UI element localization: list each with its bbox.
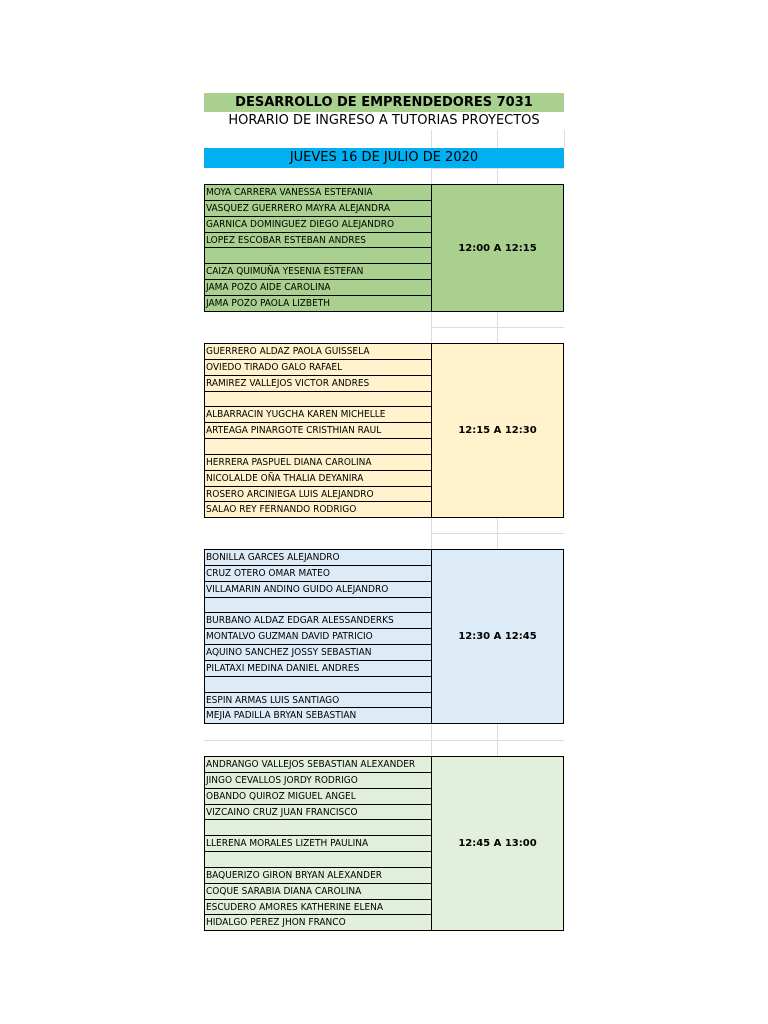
student-row: VASQUEZ GUERRERO MAYRA ALEJANDRA [205, 201, 431, 217]
time-slot-block [204, 184, 564, 312]
document-title: DESARROLLO DE EMPRENDEDORES 7031 [204, 93, 564, 112]
student-row: HERRERA PASPUEL DIANA CAROLINA [205, 455, 431, 471]
student-row [205, 677, 431, 693]
student-row: BONILLA GARCES ALEJANDRO [205, 550, 431, 566]
time-slot-block [204, 756, 564, 931]
gridline [564, 130, 565, 148]
student-list [205, 757, 432, 930]
student-row: GARNICA DOMINGUEZ DIEGO ALEJANDRO [205, 217, 431, 233]
gridline [204, 740, 564, 741]
student-list [205, 185, 432, 311]
gridline [431, 168, 564, 169]
document-subtitle: HORARIO DE INGRESO A TUTORIAS PROYECTOS [228, 113, 540, 128]
student-row: GUERRERO ALDAZ PAOLA GUISSELA [205, 344, 431, 360]
student-row: SALAO REY FERNANDO RODRIGO [206, 504, 357, 516]
student-list [205, 550, 432, 723]
student-row: MONTALVO GUZMAN DAVID PATRICIO [205, 629, 431, 645]
time-slot-block [204, 343, 564, 518]
date-banner: JUEVES 16 DE JULIO DE 2020 [204, 148, 564, 168]
student-row [205, 820, 431, 836]
student-row: MEJIA PADILLA BRYAN SEBASTIAN [206, 710, 357, 722]
student-row: PILATAXI MEDINA DANIEL ANDRES [205, 661, 431, 677]
gridline [431, 533, 564, 534]
student-row: LOPEZ ESCOBAR ESTEBAN ANDRES [205, 233, 431, 249]
student-row: JAMA POZO PAOLA LIZBETH [206, 297, 331, 309]
student-row: ROSERO ARCINIEGA LUIS ALEJANDRO [205, 487, 431, 503]
student-row: LLERENA MORALES LIZETH PAULINA [205, 836, 431, 852]
student-row: MOYA CARRERA VANESSA ESTEFANIA [205, 185, 431, 201]
student-row: JAMA POZO AIDE CAROLINA [205, 280, 431, 296]
student-row [205, 392, 431, 408]
student-row: AQUINO SANCHEZ JOSSY SEBASTIAN [205, 645, 431, 661]
student-row: CAIZA QUIMUÑA YESENIA ESTEFAN [205, 264, 431, 280]
student-row: ANDRANGO VALLEJOS SEBASTIAN ALEXANDER [205, 757, 431, 773]
student-row: ESPIN ARMAS LUIS SANTIAGO [205, 693, 431, 709]
student-row: CRUZ OTERO OMAR MATEO [205, 566, 431, 582]
gridline [431, 327, 564, 328]
time-slot-label: 12:45 A 13:00 [458, 838, 537, 849]
student-row: RAMIREZ VALLEJOS VICTOR ANDRES [205, 376, 431, 392]
student-row: OBANDO QUIROZ MIGUEL ANGEL [205, 789, 431, 805]
student-row: ESCUDERO AMORES KATHERINE ELENA [205, 900, 431, 916]
time-slot-label: 12:30 A 12:45 [458, 631, 537, 642]
student-row [205, 248, 431, 264]
student-row: HIDALGO PEREZ JHON FRANCO [206, 917, 346, 929]
student-row: ARTEAGA PINARGOTE CRISTHIAN RAUL [205, 423, 431, 439]
student-row: COQUE SARABIA DIANA CAROLINA [205, 884, 431, 900]
student-row: VILLAMARIN ANDINO GUIDO ALEJANDRO [205, 582, 431, 598]
student-row: BAQUERIZO GIRON BRYAN ALEXANDER [205, 868, 431, 884]
student-row [205, 852, 431, 868]
student-row: ALBARRACIN YUGCHA KAREN MICHELLE [205, 407, 431, 423]
student-row [205, 598, 431, 614]
student-row: NICOLALDE OÑA THALIA DEYANIRA [205, 471, 431, 487]
time-slot-block [204, 549, 564, 724]
time-slot-label: 12:00 A 12:15 [458, 242, 537, 254]
student-row: JINGO CEVALLOS JORDY RODRIGO [205, 773, 431, 789]
student-row: BURBANO ALDAZ EDGAR ALESSANDERKS [205, 613, 431, 629]
time-slot-label: 12:15 A 12:30 [458, 425, 537, 436]
student-row: OVIEDO TIRADO GALO RAFAEL [205, 360, 431, 376]
student-row: VIZCAINO CRUZ JUAN FRANCISCO [205, 805, 431, 821]
student-list [205, 344, 432, 517]
student-row [205, 439, 431, 455]
